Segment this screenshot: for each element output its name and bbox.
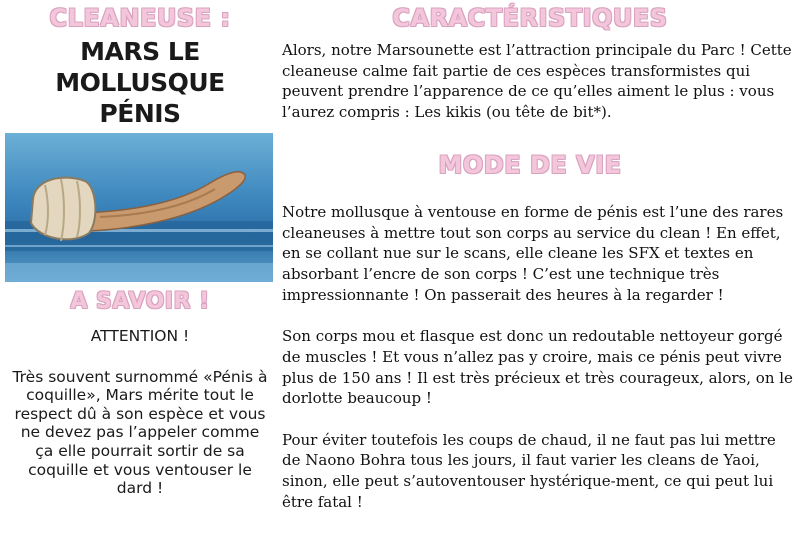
mode-paragraph-1: Notre mollusque à ventouse en forme de pénis est l’une des rares cleaneuses à mettre tout son corps au service du clean ! En effet, en se collant nue sur le scans, elle cleane les SFX et textes en absorbant l’encre de son corps ! C’est une technique très impressionnante ! On passerait des heures à la regarder ! — [282, 203, 784, 304]
cleaneuse-heading: CLEANEUSE : — [49, 4, 231, 32]
caracteristiques-section — [282, 40, 797, 123]
mode-de-vie-section — [282, 202, 797, 513]
mollusc-photo — [5, 133, 273, 282]
mode-paragraph-3: Pour éviter toutefois les coups de chaud, il ne faut pas lui mettre de Naono Bohra tous les jours, il faut varier les cleans de Yaoi, sinon, elle peut s’autoventouser hystérique-ment, ce qui peut lui être fatal ! — [282, 430, 776, 511]
caracteristiques-heading: CARACTÉRISTIQUES — [392, 4, 668, 32]
mode-paragraph-2: Son corps mou et flasque est donc un redoutable nettoyeur gorgé de muscles ! Et vous n’allez pas y croire, mais ce pénis peut vivre plus de 150 ans ! Il est très précieux et très courageux, alors, on le dorlotte beaucoup ! — [282, 327, 793, 408]
attention-label: ATTENTION ! — [90, 327, 190, 345]
creature-name: MARS LE MOLLUSQUE PÉNIS — [55, 37, 225, 128]
caracteristiques-paragraph: Alors, notre Marsounette est l’attraction principale du Parc ! Cette cleaneuse calme fait partie de ces espèces transformistes qui peuvent prendre l’apparence de ce qu’elles aiment le plus : vous l’aurez compris : Les kikis (ou tête de bit*). — [282, 41, 792, 122]
geoduck-illustration — [5, 133, 273, 282]
savoir-paragraph: Très souvent surnommé «Pénis à coquille», Mars mérite tout le respect dû à son espèce et vous ne devez pas l’appeler comme ça elle pourrait sortir de sa coquille et vous ventouser le dard ! — [12, 367, 268, 498]
savoir-section — [12, 327, 268, 498]
mode-de-vie-heading: MODE DE VIE — [438, 151, 622, 179]
savoir-heading: A SAVOIR ! — [70, 289, 210, 314]
